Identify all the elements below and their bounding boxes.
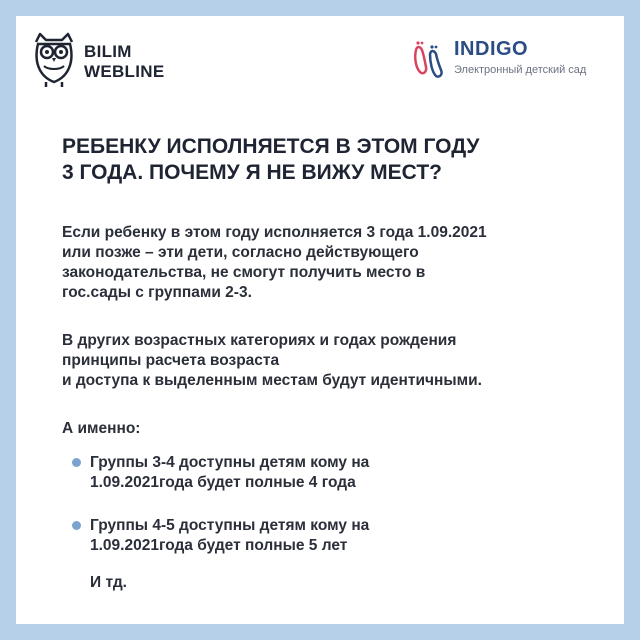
webline-text: WEBLINE [84,62,165,81]
text-line: гос.сады с группами 2-3. [62,284,252,301]
bilim-webline-wordmark [84,42,164,82]
list-item-line: 1.09.2021года будет полные 4 года [90,474,356,491]
paragraph-other-categories [62,331,602,391]
text-line: или позже – эти дети, согласно действующего [62,244,419,261]
text-line: В других возрастных категориях и годах рождения [62,332,457,349]
list-item-line: Группы 3-4 доступны детям кому на [90,454,370,471]
title-line: 3 ГОДА. ПОЧЕМУ Я НЕ ВИЖУ МЕСТ? [62,161,442,184]
indigo-name: INDIGO [454,38,529,60]
list-item-line: Группы 4-5 доступны детям кому на [90,517,370,534]
post-card [16,16,624,624]
list-item-line: 1.09.2021года будет полные 5 лет [90,537,348,554]
baby-feet-icon [410,40,446,80]
bullet-dot-icon [72,521,81,530]
bilim-text: BILIM [84,42,132,61]
list-item [70,453,610,493]
text-line: и доступа к выделенным местам будут идентичными. [62,372,482,389]
bullet-dot-icon [72,458,81,467]
indigo-subtitle: Электронный детский сад [454,64,587,76]
owl-icon [30,30,78,90]
paragraph-age-rule [62,223,602,303]
indigo-logo [410,40,610,88]
intro-text: А именно: [62,420,141,437]
list-item [70,516,610,556]
etc-text: И тд. [90,574,127,591]
text-line: принципы расчета возраста [62,352,280,369]
text-line: Если ребенку в этом году исполняется 3 года 1.09.2021 [62,224,487,241]
bilim-webline-logo [30,30,190,94]
text-line: законодательства, не смогут получить место в [62,264,426,281]
title-line: РЕБЕНКУ ИСПОЛНЯЕТСЯ В ЭТОМ ГОДУ [62,135,480,158]
page-title [62,134,602,186]
